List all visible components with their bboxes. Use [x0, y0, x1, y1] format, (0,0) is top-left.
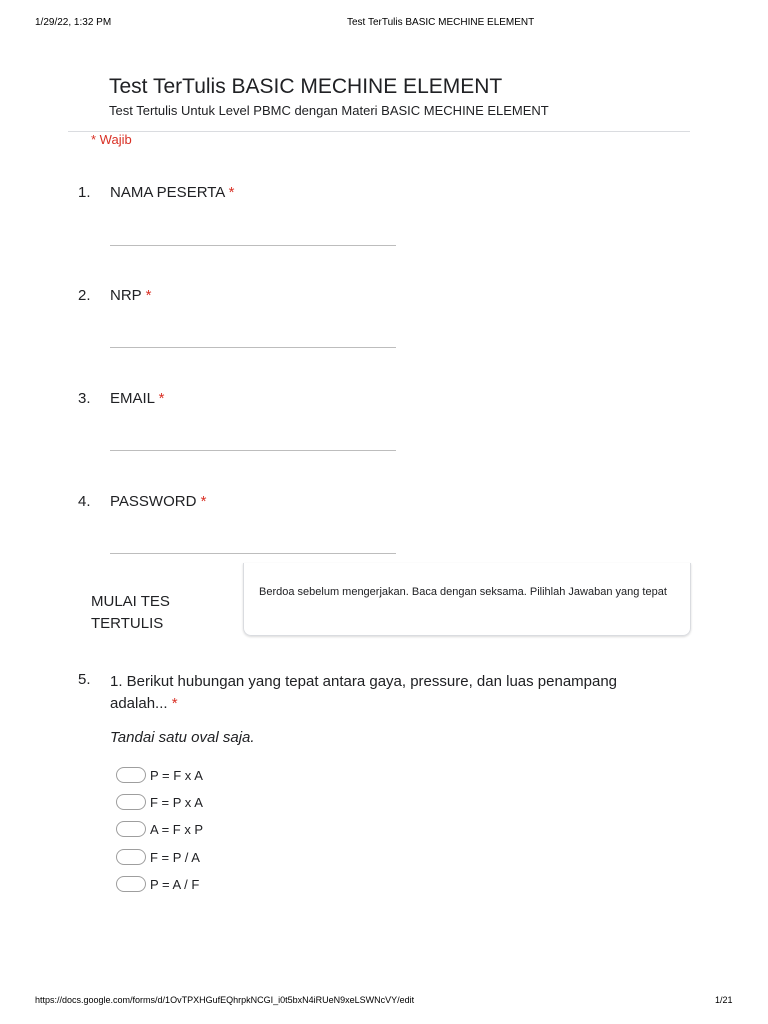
form-description: Test Tertulis Untuk Level PBMC dengan Materi BASIC MECHINE ELEMENT [109, 103, 549, 118]
option-radio[interactable]: F = P / A [116, 849, 200, 865]
oval-radio-icon[interactable] [116, 849, 146, 865]
nrp-input[interactable] [110, 347, 396, 348]
required-asterisk: * [145, 287, 152, 304]
option-radio[interactable]: F = P x A [116, 794, 203, 810]
question-number: 3. [78, 390, 91, 407]
option-radio[interactable]: A = F x P [116, 821, 203, 837]
print-datetime: 1/29/22, 1:32 PM [35, 17, 112, 28]
question-number: 1. [78, 184, 91, 201]
option-radio[interactable]: P = F x A [116, 767, 203, 783]
print-page-title: Test TerTulis BASIC MECHINE ELEMENT [347, 17, 535, 28]
question-hint: Tandai satu oval saja. [110, 729, 255, 746]
oval-radio-icon[interactable] [116, 767, 146, 783]
question-label-password: PASSWORD * [110, 493, 207, 510]
question-label-q5: 1. Berikut hubungan yang tepat antara gaya, pressure, dan luas penampang adalah... * [110, 673, 618, 712]
question-number: 4. [78, 493, 91, 510]
required-asterisk: * [171, 695, 178, 712]
required-asterisk: * [228, 184, 235, 201]
print-url: https://docs.google.com/forms/d/1OvTPXHGufEQhrpkNCGI_i0t5bxN4iRUeN9xeLSWNcVY/edit [35, 995, 415, 1005]
oval-radio-icon[interactable] [116, 821, 146, 837]
form-title: Test TerTulis BASIC MECHINE ELEMENT [109, 75, 503, 98]
option-radio[interactable]: P = A / F [116, 876, 199, 892]
header-divider [68, 131, 690, 132]
question-label-nrp: NRP * [110, 287, 152, 304]
password-input[interactable] [110, 553, 396, 554]
question-label-email: EMAIL * [110, 390, 165, 407]
section-description: Berdoa sebelum mengerjakan. Baca dengan seksama. Pilihlah Jawaban yang tepat [259, 586, 667, 598]
required-note: * Wajib [91, 132, 132, 147]
required-asterisk: * [200, 493, 207, 510]
oval-radio-icon[interactable] [116, 876, 146, 892]
question-label-nama: NAMA PESERTA * [110, 184, 235, 201]
email-input[interactable] [110, 450, 396, 451]
nama-input[interactable] [110, 245, 396, 246]
question-number: 5. [78, 671, 91, 688]
required-asterisk: * [158, 390, 165, 407]
section-title: MULAI TES TERTULIS [91, 593, 170, 632]
print-page-number: 1/21 [715, 995, 733, 1005]
question-number: 2. [78, 287, 91, 304]
oval-radio-icon[interactable] [116, 794, 146, 810]
